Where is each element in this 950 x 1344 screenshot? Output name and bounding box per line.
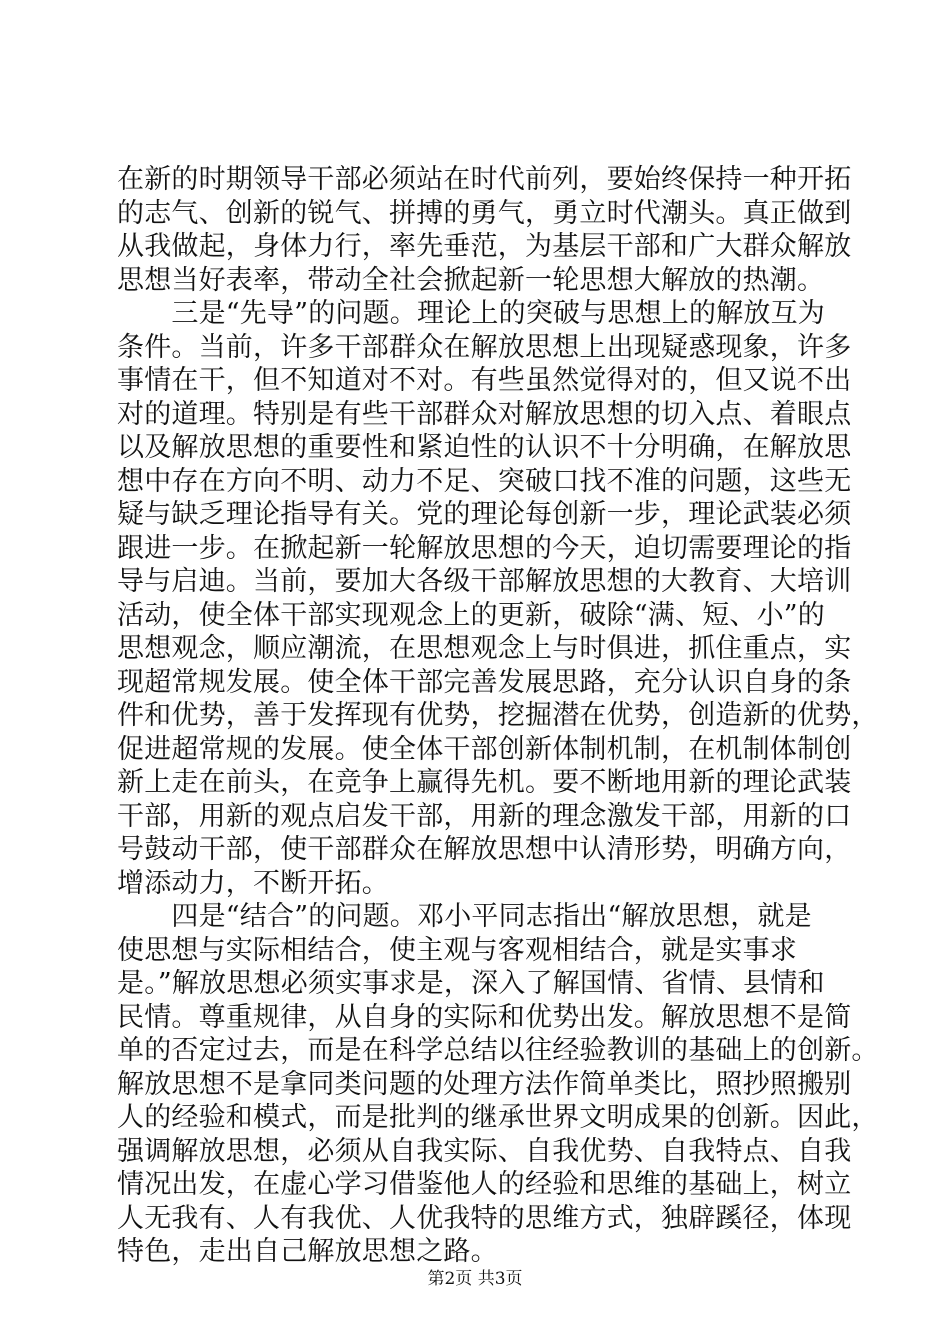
text-line: 以及解放思想的重要性和紧迫性的认识不十分明确，在解放思 — [117, 432, 852, 463]
text-line: 强调解放思想，必须从自我实际、自我优势、自我特点、自我 — [117, 1135, 852, 1167]
text-line: 想中存在方向不明、动力不足、突破口找不准的问题，这些无 — [117, 465, 852, 497]
text-line: 疑与缺乏理论指导有关。党的理论每创新一步，理论武装必须 — [117, 499, 852, 530]
text-line: 的志气、创新的锐气、拼搏的勇气，勇立时代潮头。真正做到 — [117, 197, 852, 229]
text-line: 跟进一步。在掀起新一轮解放思想的今天，迫切需要理论的指 — [117, 532, 852, 564]
text-line: 导与启迪。当前，要加大各级干部解放思想的大教育、大培训 — [117, 566, 852, 597]
text-line: 在新的时期领导干部必须站在时代前列，要始终保持一种开拓 — [117, 164, 852, 195]
text-line: 使思想与实际相结合，使主观与客观相结合，就是实事求 — [117, 934, 797, 966]
text-line: 三是“先导”的问题。理论上的突破与思想上的解放互为 — [117, 298, 826, 329]
text-line: 现超常规发展。使全体干部完善发展思路，充分认识自身的条 — [117, 666, 852, 698]
text-line: 单的否定过去，而是在科学总结以往经验教训的基础上的创新。 — [117, 1035, 879, 1066]
text-line: 人的经验和模式，而是批判的继承世界文明成果的创新。因此， — [117, 1102, 879, 1133]
text-line: 条件。当前，许多干部群众在解放思想上出现疑惑现象，许多 — [117, 331, 852, 363]
text-line: 活动，使全体干部实现观念上的更新，破除“满、短、小”的 — [117, 599, 826, 631]
text-line: 思想观念，顺应潮流，在思想观念上与时俱进，抓住重点，实 — [117, 633, 852, 664]
document-body — [117, 163, 879, 1269]
text-line: 四是“结合”的问题。邓小平同志指出“解放思想，就是 — [117, 901, 812, 932]
text-line: 人无我有、人有我优、人优我特的思维方式，独辟蹊径，体现 — [117, 1202, 852, 1234]
text-line: 是。”解放思想必须实事求是，深入了解国情、省情、县情和 — [117, 968, 825, 999]
text-line: 特色，走出自己解放思想之路。 — [117, 1236, 498, 1267]
text-line: 情况出发，在虚心学习借鉴他人的经验和思维的基础上，树立 — [117, 1169, 852, 1200]
text-line: 从我做起，身体力行，率先垂范，为基层干部和广大群众解放 — [117, 231, 852, 262]
text-line: 号鼓动干部，使干部群众在解放思想中认清形势，明确方向， — [117, 834, 852, 865]
text-line: 思想当好表率，带动全社会掀起新一轮思想大解放的热潮。 — [117, 264, 825, 296]
text-line: 民情。尊重规律，从自身的实际和优势出发。解放思想不是简 — [117, 1001, 852, 1033]
page-footer: 第2页 共3页 — [427, 1269, 523, 1289]
text-line: 件和优势，善于发挥现有优势，挖掘潜在优势，创造新的优势， — [117, 700, 879, 731]
text-line: 增添动力，不断开拓。 — [117, 867, 389, 899]
text-line: 对的道理。特别是有些干部群众对解放思想的切入点、着眼点 — [117, 398, 852, 430]
text-line: 促进超常规的发展。使全体干部创新体制机制，在机制体制创 — [117, 733, 852, 765]
text-line: 新上走在前头，在竞争上赢得先机。要不断地用新的理论武装 — [117, 767, 852, 798]
text-line: 事情在干，但不知道对不对。有些虽然觉得对的，但又说不出 — [117, 365, 852, 396]
text-line: 干部，用新的观点启发干部，用新的理念激发干部，用新的口 — [117, 800, 852, 832]
text-line: 解放思想不是拿同类问题的处理方法作简单类比，照抄照搬别 — [117, 1068, 852, 1100]
